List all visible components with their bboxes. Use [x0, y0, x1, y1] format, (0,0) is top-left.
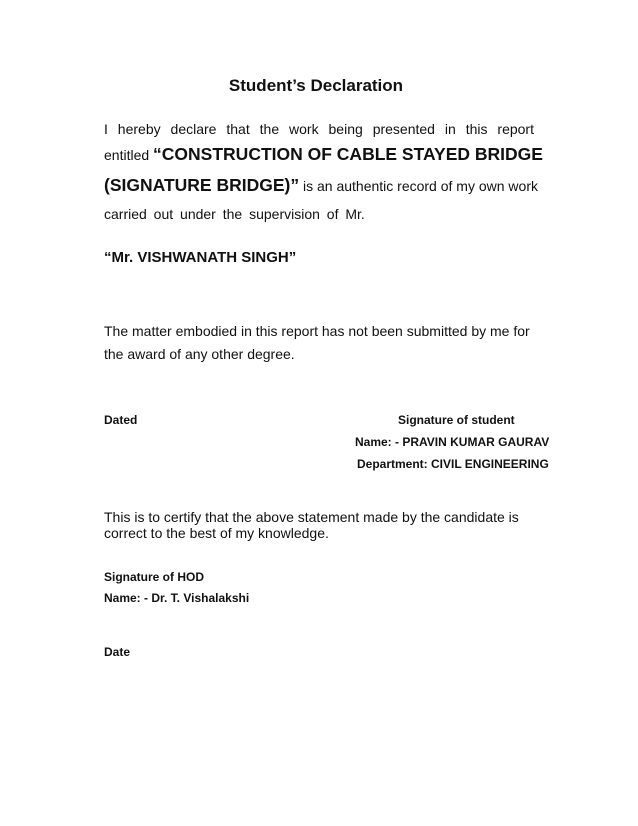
report-title-part-2: (SIGNATURE BRIDGE)” — [104, 175, 300, 195]
supervisor-name: “Mr. VISHWANATH SINGH” — [104, 249, 297, 266]
page-title — [0, 76, 638, 96]
declaration-line-3 — [104, 175, 538, 196]
hod-name: Name: - Dr. T. Vishalakshi — [104, 591, 250, 605]
certification-line-2: correct to the best of my knowledge. — [104, 525, 329, 541]
report-title-part-1: “CONSTRUCTION OF CABLE STAYED BRIDGE — [153, 144, 543, 164]
page-title-text: Student’s Declaration — [228, 76, 404, 95]
declaration-line-2 — [104, 144, 543, 165]
dated-label: Dated — [104, 413, 138, 427]
student-name: Name: - PRAVIN KUMAR GAURAV — [355, 435, 550, 449]
declaration-line-1: I hereby declare that the work being presented in this report — [104, 121, 534, 137]
originality-line-1: The matter embodied in this report has not been submitted by me for — [104, 323, 530, 339]
hod-date-label: Date — [104, 645, 131, 659]
certification-line-1: This is to certify that the above statement made by the candidate is — [104, 509, 519, 525]
declaration-line-4: carried out under the supervision of Mr. — [104, 206, 365, 222]
hod-signature-label: Signature of HOD — [104, 570, 205, 584]
student-signature-label: Signature of student — [398, 413, 515, 427]
declaration-entitled: entitled — [104, 147, 150, 163]
declaration-line-3-rest: is an authentic record of my own work — [302, 178, 538, 194]
student-department: Department: CIVIL ENGINEERING — [357, 457, 549, 471]
originality-line-2: the award of any other degree. — [104, 346, 295, 362]
